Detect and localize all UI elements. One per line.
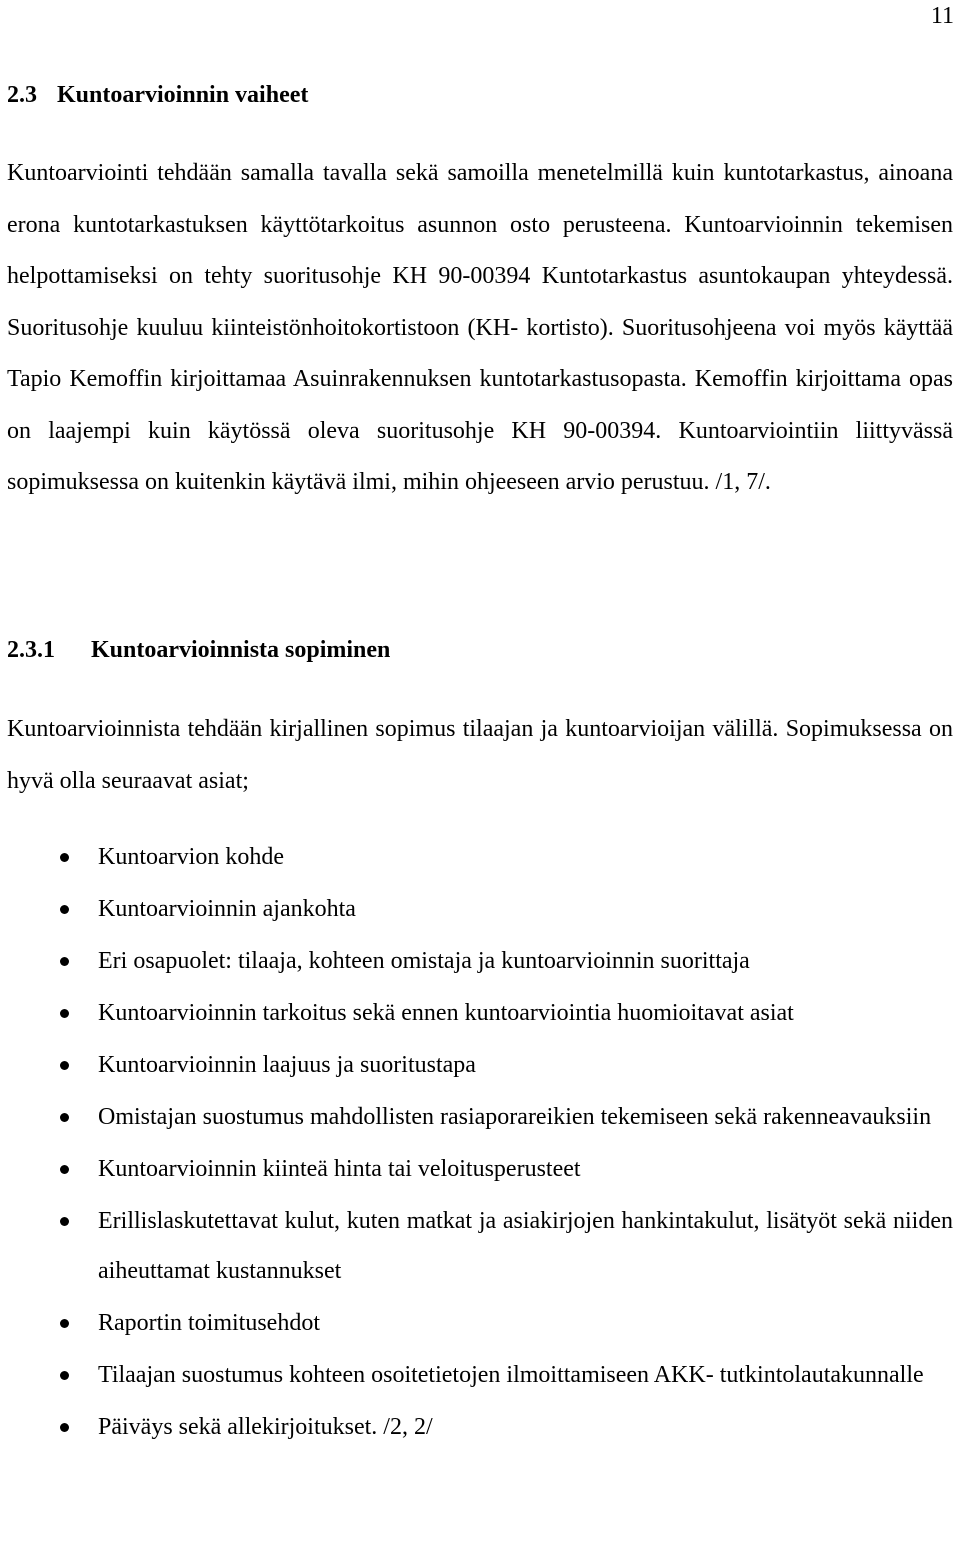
list-item-text: Tilaajan suostumus kohteen osoitetietojen ilmoittamiseen AKK- tutkintolautakunnalle bbox=[98, 1362, 924, 1388]
list-item-text: Kuntoarvioinnin laajuus ja suoritustapa bbox=[98, 1052, 476, 1078]
list-item-text: Kuntoarvioinnin tarkoitus sekä ennen kuntoarviointia huomioitavat asiat bbox=[98, 1000, 794, 1026]
section-paragraph: Kuntoarviointi tehdään samalla tavalla sekä samoilla menetelmillä kuin kuntotarkastus, ainoana erona kuntotarkastuksen käyttötarkoitus asunnon osto perusteena. Kuntoarvioinnin tekemisen helpottamiseksi on tehty suoritusohje KH 90-00394 Kuntotarkastus asuntokaupan yhteydessä. Suoritusohje kuuluu kiinteistönhoitokortistoon (KH- kortisto). Suoritusohjeena voi myös käyttää Tapio Kemoffin kirjoittamaa Asuinrakennuksen kuntotarkastusopasta. Kemoffin kirjoittama opas on laajempi kuin käytössä oleva suoritusohje KH 90-00394. Kuntoarviointiin liittyvässä sopimuksessa on kuitenkin käytävä ilmi, mihin ohjeeseen arvio perustuu. /1, 7/. bbox=[7, 160, 953, 495]
bullet-icon bbox=[60, 853, 69, 862]
list-item bbox=[0, 1402, 953, 1452]
page-number: 11 bbox=[930, 3, 954, 29]
list-item-text: Kuntoarvioinnin kiinteä hinta tai veloitusperusteet bbox=[98, 1156, 581, 1182]
section-title: Kuntoarvioinnin vaiheet bbox=[57, 82, 309, 108]
agreement-items-list bbox=[0, 832, 960, 1454]
subsection-title: Kuntoarvioinnista sopiminen bbox=[91, 637, 391, 663]
bullet-icon bbox=[60, 957, 69, 966]
bullet-icon bbox=[60, 1371, 69, 1380]
bullet-icon bbox=[60, 905, 69, 914]
subsection-heading bbox=[7, 635, 390, 665]
list-item bbox=[0, 884, 953, 934]
bullet-icon bbox=[60, 1217, 69, 1226]
subsection-number: 2.3.1 bbox=[7, 637, 55, 663]
list-item bbox=[0, 1144, 953, 1194]
bullet-icon bbox=[60, 1061, 69, 1070]
section-heading bbox=[7, 80, 308, 110]
list-item-text: Omistajan suostumus mahdollisten rasiaporareikien tekemiseen sekä rakenneavauksiin bbox=[98, 1104, 932, 1130]
list-item bbox=[0, 936, 953, 986]
bullet-icon bbox=[60, 1113, 69, 1122]
subsection-paragraph: Kuntoarvioinnista tehdään kirjallinen sopimus tilaajan ja kuntoarvioijan välillä. Sopimuksessa on hyvä olla seuraavat asiat; bbox=[7, 716, 953, 794]
list-item-text: Päiväys sekä allekirjoitukset. /2, 2/ bbox=[98, 1414, 433, 1440]
list-item bbox=[0, 1350, 953, 1400]
list-item-text: Eri osapuolet: tilaaja, kohteen omistaja ja kuntoarvioinnin suorittaja bbox=[98, 948, 750, 974]
list-item-text: Erillislaskutettavat kulut, kuten matkat ja asiakirjojen hankintakulut, lisätyöt sekä niiden aiheuttamat kustannukset bbox=[98, 1208, 953, 1284]
bullet-icon bbox=[60, 1423, 69, 1432]
list-item-text: Kuntoarvioinnin ajankohta bbox=[98, 896, 356, 922]
list-item bbox=[0, 1092, 953, 1142]
section-number: 2.3 bbox=[7, 82, 37, 108]
list-item bbox=[0, 1040, 953, 1090]
bullet-icon bbox=[60, 1009, 69, 1018]
list-item bbox=[0, 832, 953, 882]
list-item bbox=[0, 1196, 953, 1296]
list-item-text: Kuntoarvion kohde bbox=[98, 844, 284, 870]
bullet-icon bbox=[60, 1319, 69, 1328]
bullet-icon bbox=[60, 1165, 69, 1174]
list-item-text: Raportin toimitusehdot bbox=[98, 1310, 320, 1336]
list-item bbox=[0, 988, 953, 1038]
list-item bbox=[0, 1298, 953, 1348]
